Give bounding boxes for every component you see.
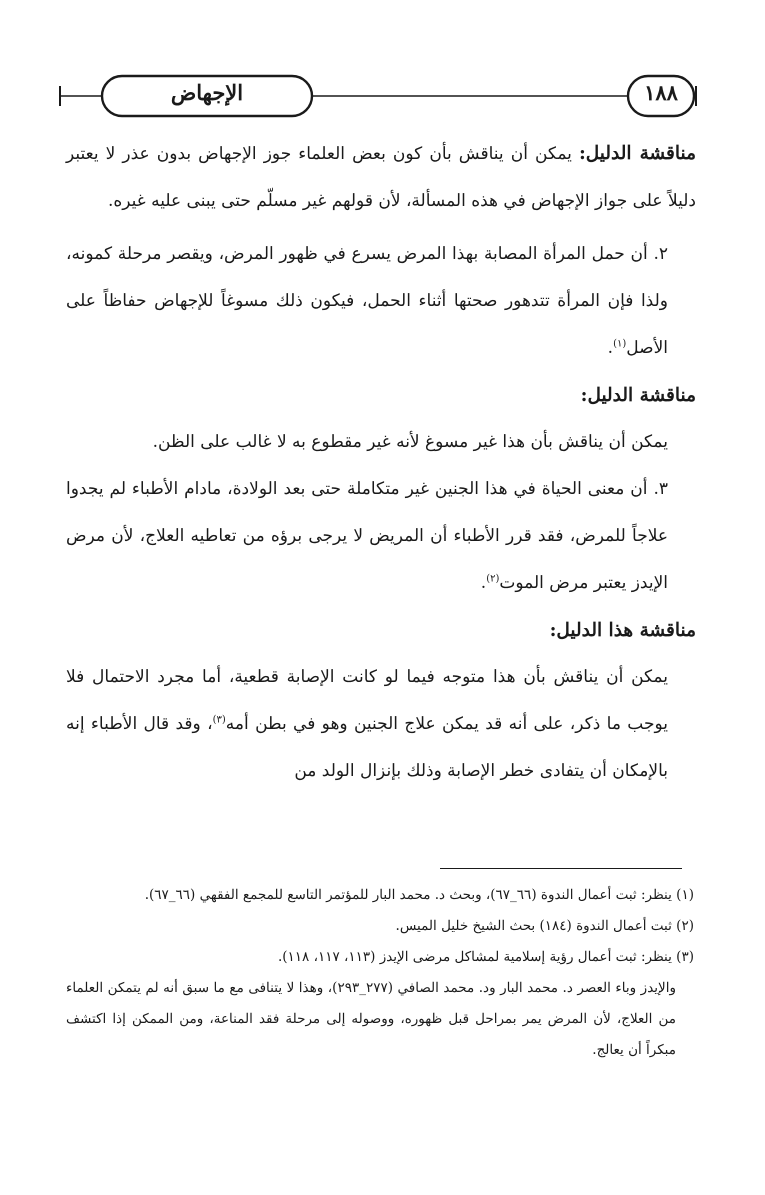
point-2-end: . — [607, 338, 614, 358]
point-3-end: . — [480, 573, 487, 593]
footnote-ref-1: (١) — [613, 338, 627, 350]
paragraph-5-text-b: ، وقد قال الأطباء إنه بالإمكان أن يتفادى خطر الإصابة وذلك بإنزال الولد من — [66, 714, 668, 781]
footnote-separator — [440, 868, 682, 869]
running-header — [58, 72, 698, 120]
page-number: ١٨٨ — [644, 80, 678, 105]
footnote-1: (١) ينظر: ثبت أعمال الندوة (٦٦_٦٧)، وبحث د. محمد البار للمؤتمر التاسع للمجمع الفقهي (٦٦_٦٧). — [144, 887, 694, 903]
paragraph-1-text: يمكن أن يناقش بأن كون بعض العلماء جوز الإجهاض بدون عذر لا يعتبر دليلاً على جواز الإجهاض في هذه المسألة، لأن قولهم غير مسلّم حتى يبنى عليه غيره. — [66, 144, 696, 211]
discussion-heading-3: مناقشة هذا الدليل: — [549, 620, 696, 641]
paragraph-5-text-a: يمكن أن يناقش بأن هذا متوجه فيما لو كانت الإصابة قطعية، أما مجرد الاحتمال فلا يوجب ما ذكر، على أنه قد يمكن علاج الجنين وهو في بطن أمه — [66, 667, 668, 734]
point-3-text: ٣. أن معنى الحياة في هذا الجنين غير متكاملة حتى بعد الولادة، مادام الأطباء لم يجدوا علاجاً للمرض، فقد قرر الأطباء أن المريض لا يرجى برؤه من تعاطيه العلاج، لأن مرض الإيدز يعتبر مرض الموت — [66, 479, 668, 593]
discussion-label-1: مناقشة الدليل: — [578, 143, 696, 164]
point-2-text: ٢. أن حمل المرأة المصابة بهذا المرض يسرع في ظهور المرض، ويقصر مرحلة كمونه، ولذا فإن المرأة تتدهور صحتها أثناء الحمل، فيكون ذلك مسوغاً للإجهاض حفاظاً على الأصل — [66, 244, 668, 358]
paragraph-3: يمكن أن يناقش بأن هذا غير مسوغ لأنه غير مقطوع به لا غالب على الظن. — [152, 432, 668, 452]
paragraph-1 — [66, 130, 696, 225]
footnote-3: (٣) ينظر: ثبت أعمال رؤية إسلامية لمشاكل مرضى الإيدز (١١٣، ١١٧، ١١٨). — [277, 949, 694, 965]
chapter-title: الإجهاض — [170, 80, 244, 105]
footnote-3-continuation: والإيدز وباء العصر د. محمد البار ود. محمد الصافي (٢٧٧_٢٩٣)، وهذا لا يتنافى مع ما سبق أنه لم يتمكن العلماء من العلاج، لأن المرض يمر بمراحل قبل ظهوره، ووصوله إلى مرحلة فقد المناعة، ومن الممكن إذا اكتشف مبكراً أن يعالج. — [66, 980, 677, 1058]
point-2 — [66, 231, 696, 372]
discussion-heading-2: مناقشة الدليل: — [580, 385, 696, 406]
point-3 — [66, 466, 696, 607]
footnote-ref-3: (٣) — [212, 714, 226, 726]
footnote-2: (٢) ثبت أعمال الندوة (١٨٤) بحث الشيخ خليل الميس. — [395, 918, 694, 934]
main-text — [66, 130, 696, 795]
paragraph-5 — [66, 654, 696, 795]
footnotes — [66, 880, 694, 1066]
footnote-ref-2: (٢) — [486, 573, 500, 585]
